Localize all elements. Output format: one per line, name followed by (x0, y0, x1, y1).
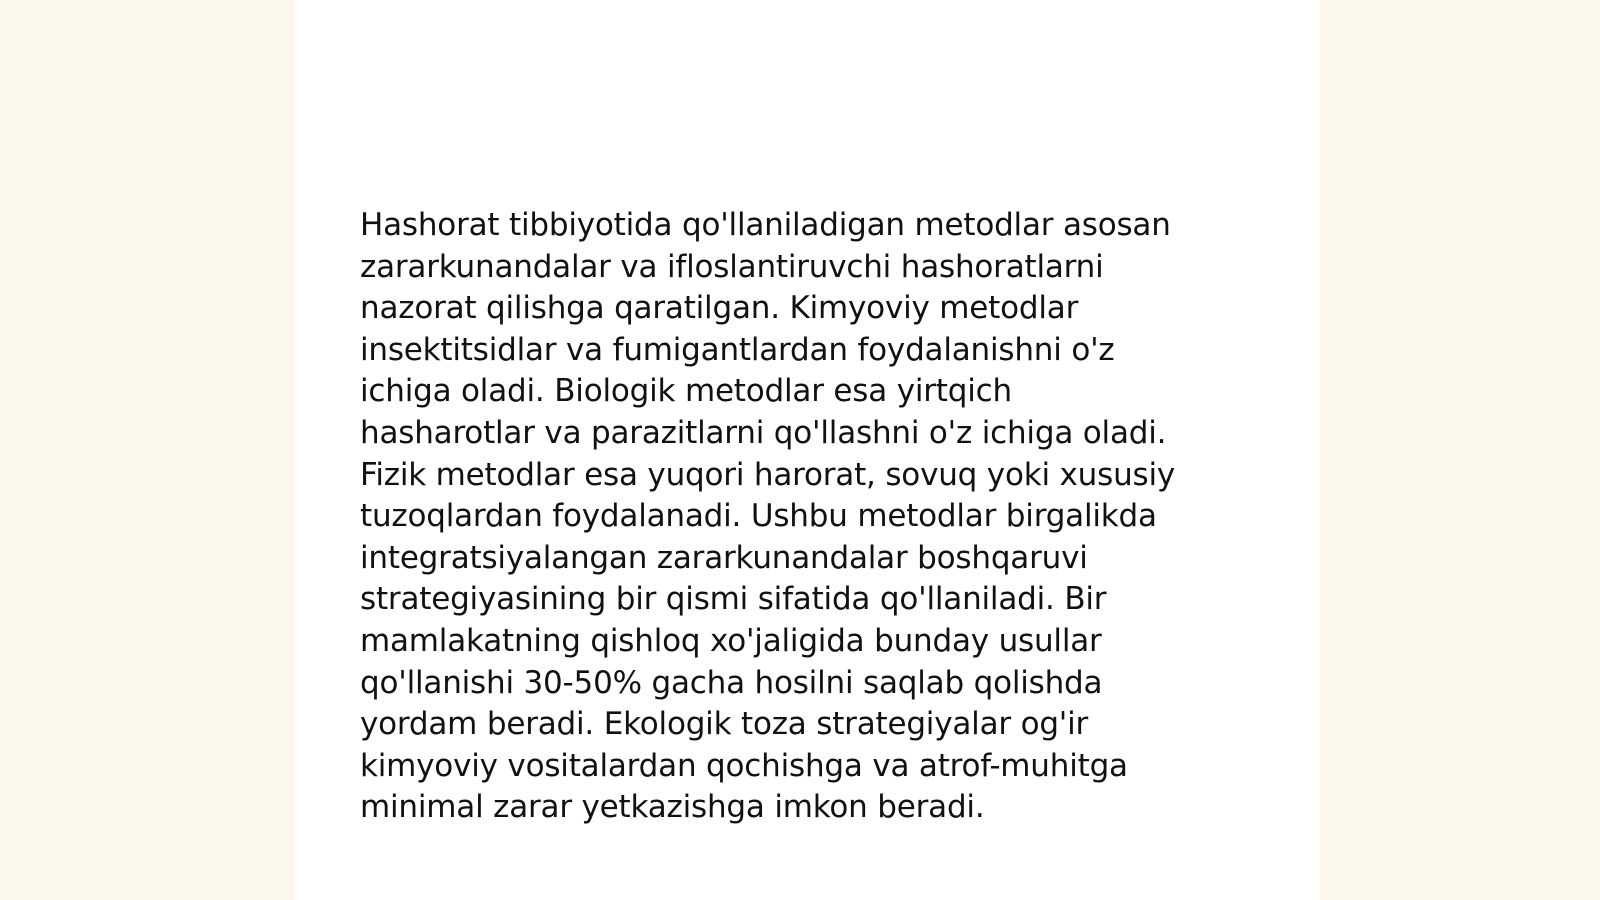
paragraph-line: nazorat qilishga qaratilgan. Kimyoviy metodlar (360, 290, 1079, 327)
paragraph-line: Hashorat tibbiyotida qo'llaniladigan metodlar asosan (360, 207, 1171, 243)
right-margin-background (1320, 0, 1600, 900)
paragraph-line: ichiga oladi. Biologik metodlar esa yirtqich (360, 373, 1012, 410)
body-paragraph (360, 205, 1240, 829)
paragraph-line: hasharotlar va parazitlarni qo'llashni o'z ichiga oladi. (360, 414, 1167, 451)
paragraph-line: mamlakatning qishloq xo'jaligida bunday usullar (360, 622, 1102, 659)
paragraph-line: minimal zarar yetkazishga imkon beradi. (360, 789, 985, 826)
paragraph-line: integratsiyalangan zararkunandalar boshqaruvi (360, 539, 1088, 576)
paragraph-line: strategiyasining bir qismi sifatida qo'llaniladi. Bir (360, 581, 1107, 618)
paragraph-line: Fizik metodlar esa yuqori harorat, sovuq yoki xususiy (360, 456, 1176, 493)
paragraph-line: zararkunandalar va ifloslantiruvchi hashoratlarni (360, 248, 1104, 285)
left-margin-background (0, 0, 295, 900)
paragraph-line: yordam beradi. Ekologik toza strategiyalar og'ir (360, 706, 1089, 743)
paragraph-line: kimyoviy vositalardan qochishga va atrof-muhitga (360, 747, 1128, 784)
slide-page (295, 0, 1320, 900)
paragraph-line: tuzoqlardan foydalanadi. Ushbu metodlar birgalikda (360, 498, 1157, 535)
paragraph-line: qo'llanishi 30-50% gacha hosilni saqlab qolishda (360, 664, 1103, 701)
paragraph-line: insektitsidlar va fumigantlardan foydalanishni o'z (360, 331, 1115, 368)
